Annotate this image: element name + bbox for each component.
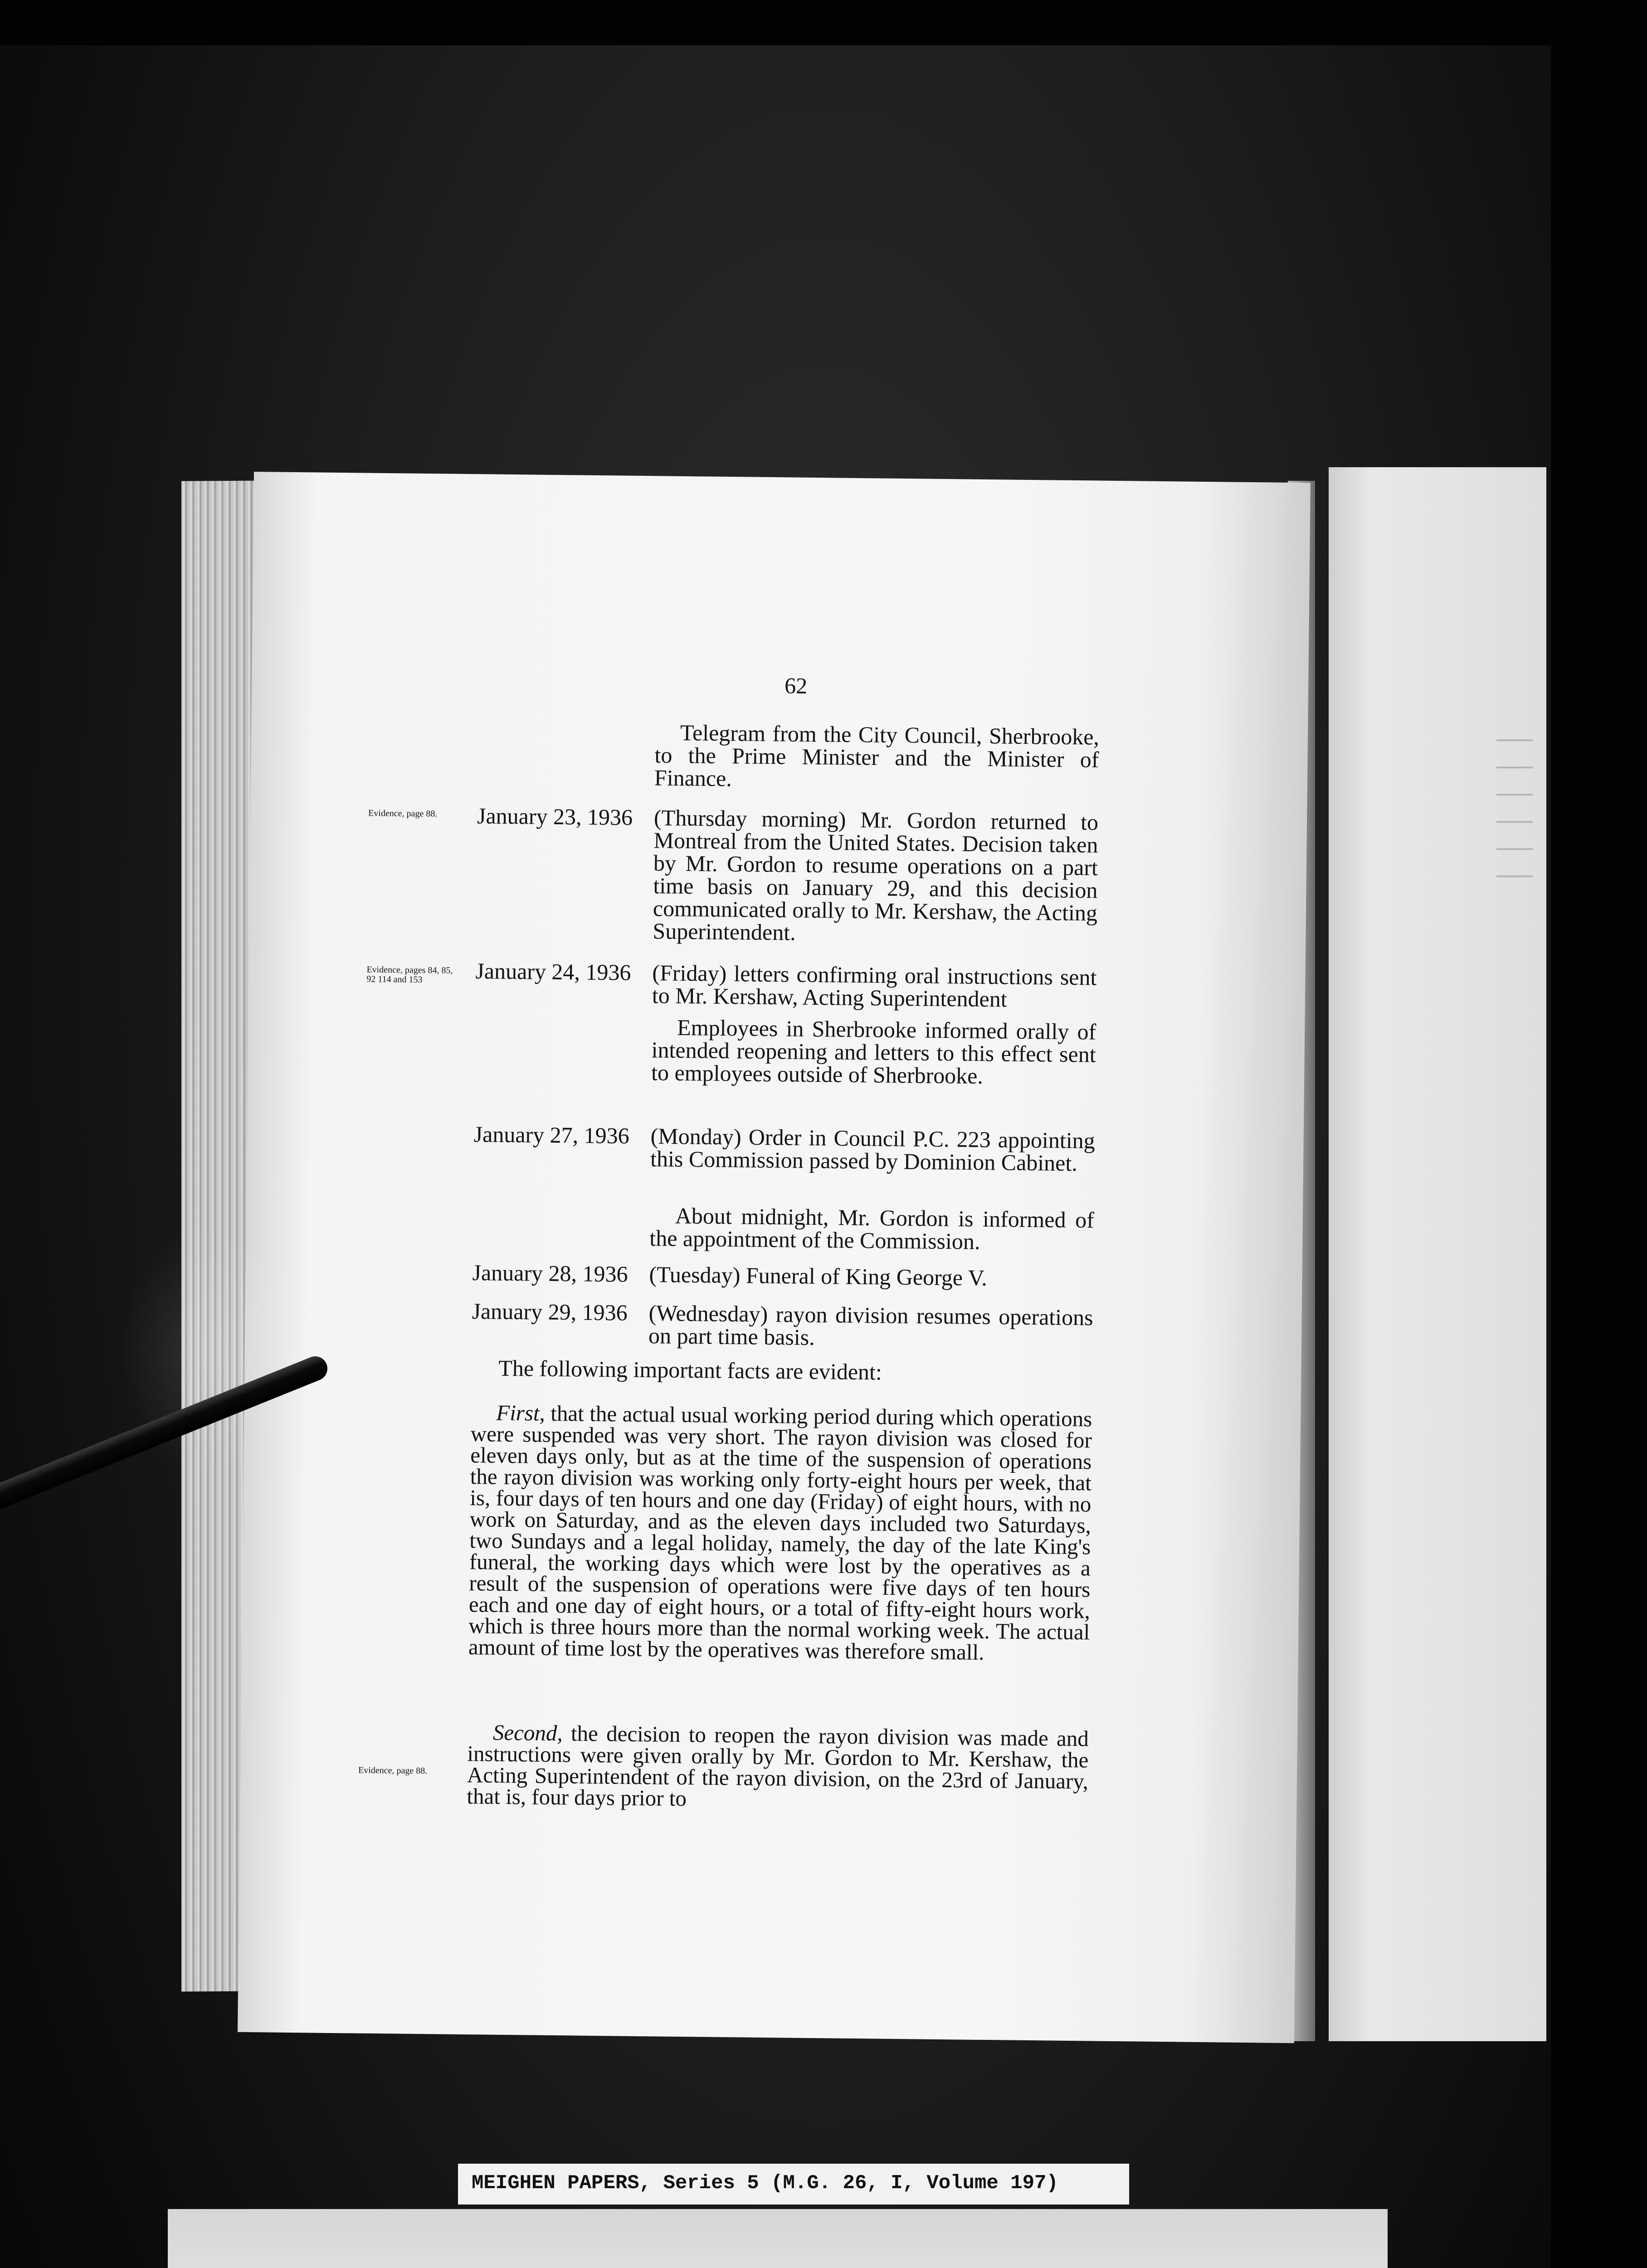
first-fact-paragraph bbox=[468, 1402, 1092, 1664]
second-fact-text: the decision to reopen the rayon division was made and instructions were given orally by Mr. Gordon to Mr. Kershaw, the Acting Superintendent of the rayon division, on the 23rd of January, that is, four days prior to bbox=[467, 1721, 1089, 1811]
entry-text: (Wednesday) rayon division resumes operations on part time basis. bbox=[648, 1300, 1093, 1350]
entry-date: January 27, 1936 bbox=[473, 1121, 630, 1149]
book-page bbox=[238, 472, 1311, 2043]
page-number: 62 bbox=[784, 673, 808, 699]
entry-date: January 28, 1936 bbox=[472, 1260, 628, 1287]
telegram-heading bbox=[654, 721, 1100, 793]
page-content bbox=[238, 472, 1311, 2043]
entry-text: (Friday) letters confirming oral instructions sent to Mr. Kershaw, Acting Superintendent bbox=[652, 960, 1097, 1012]
film-edge-top bbox=[0, 0, 1647, 45]
entry-date: January 24, 1936 bbox=[475, 958, 631, 985]
second-fact-paragraph bbox=[467, 1721, 1089, 1813]
facing-page bbox=[1329, 467, 1546, 2041]
second-label: Second, bbox=[492, 1720, 563, 1746]
entry-continuation: Employees in Sherbrooke informed orally of intended reopening and letters to this effect sent to employees outside of Sherbrooke. bbox=[651, 1014, 1096, 1089]
facts-intro: The following important facts are evident: bbox=[498, 1355, 882, 1385]
archive-card bbox=[168, 2209, 1388, 2268]
film-edge-right bbox=[1551, 0, 1647, 2268]
first-fact-text: that the actual usual working period during which operations were suspended was very short. The rayon division was closed for eleven days only, but as at the time of the suspension of operations the rayon division was working only forty-eight hours per week, that is, four days of ten hours and one day (Friday) of eight hours, with no work on Saturday, and as the eleven days included two Saturdays, two Sundays and a legal holiday, namely, the day of the late King's funeral, the working days which were lost by the operatives as a result of the suspension of operations were five days of ten hours each and one day of eight hours, or a total of fifty-eight hours work, which is three hours more than the normal working week. The actual amount of time lost by the operatives was therefore small. bbox=[468, 1400, 1092, 1665]
series-label: MEIGHEN PAPERS, Series 5 (M.G. 26, I, Volume 197) bbox=[472, 2172, 1058, 2195]
facing-page-bleed-through bbox=[1496, 726, 1533, 880]
margin-note-evidence: Evidence, page 88. bbox=[368, 808, 438, 819]
first-label: First, bbox=[496, 1400, 546, 1426]
margin-note-evidence: Evidence, pages 84, 85, 92 114 and 153 bbox=[366, 964, 453, 985]
entry-continuation: About midnight, Mr. Gordon is informed of the appointment of the Commission. bbox=[649, 1202, 1095, 1254]
entry-text: (Tuesday) Funeral of King George V. bbox=[649, 1261, 988, 1291]
entry-text: (Thursday morning) Mr. Gordon returned to Montreal from the United States. Decision taken by Mr. Gordon to resume operations on a part time basis on January 29, and this decision communicated orally to Mr. Kershaw, the Acting Superintendent. bbox=[653, 805, 1099, 945]
telegram-heading-text: Telegram from the City Council, Sherbrooke, to the Prime Minister and the Minister of Finance. bbox=[654, 719, 1100, 792]
entry-text: (Monday) Order in Council P.C. 223 appointing this Commission passed by Dominion Cabinet. bbox=[650, 1123, 1095, 1176]
entry-date: January 29, 1936 bbox=[472, 1298, 628, 1325]
margin-note-evidence: Evidence, page 88. bbox=[358, 1765, 428, 1776]
entry-date: January 23, 1936 bbox=[477, 803, 633, 830]
series-label-strip bbox=[458, 2164, 1129, 2204]
